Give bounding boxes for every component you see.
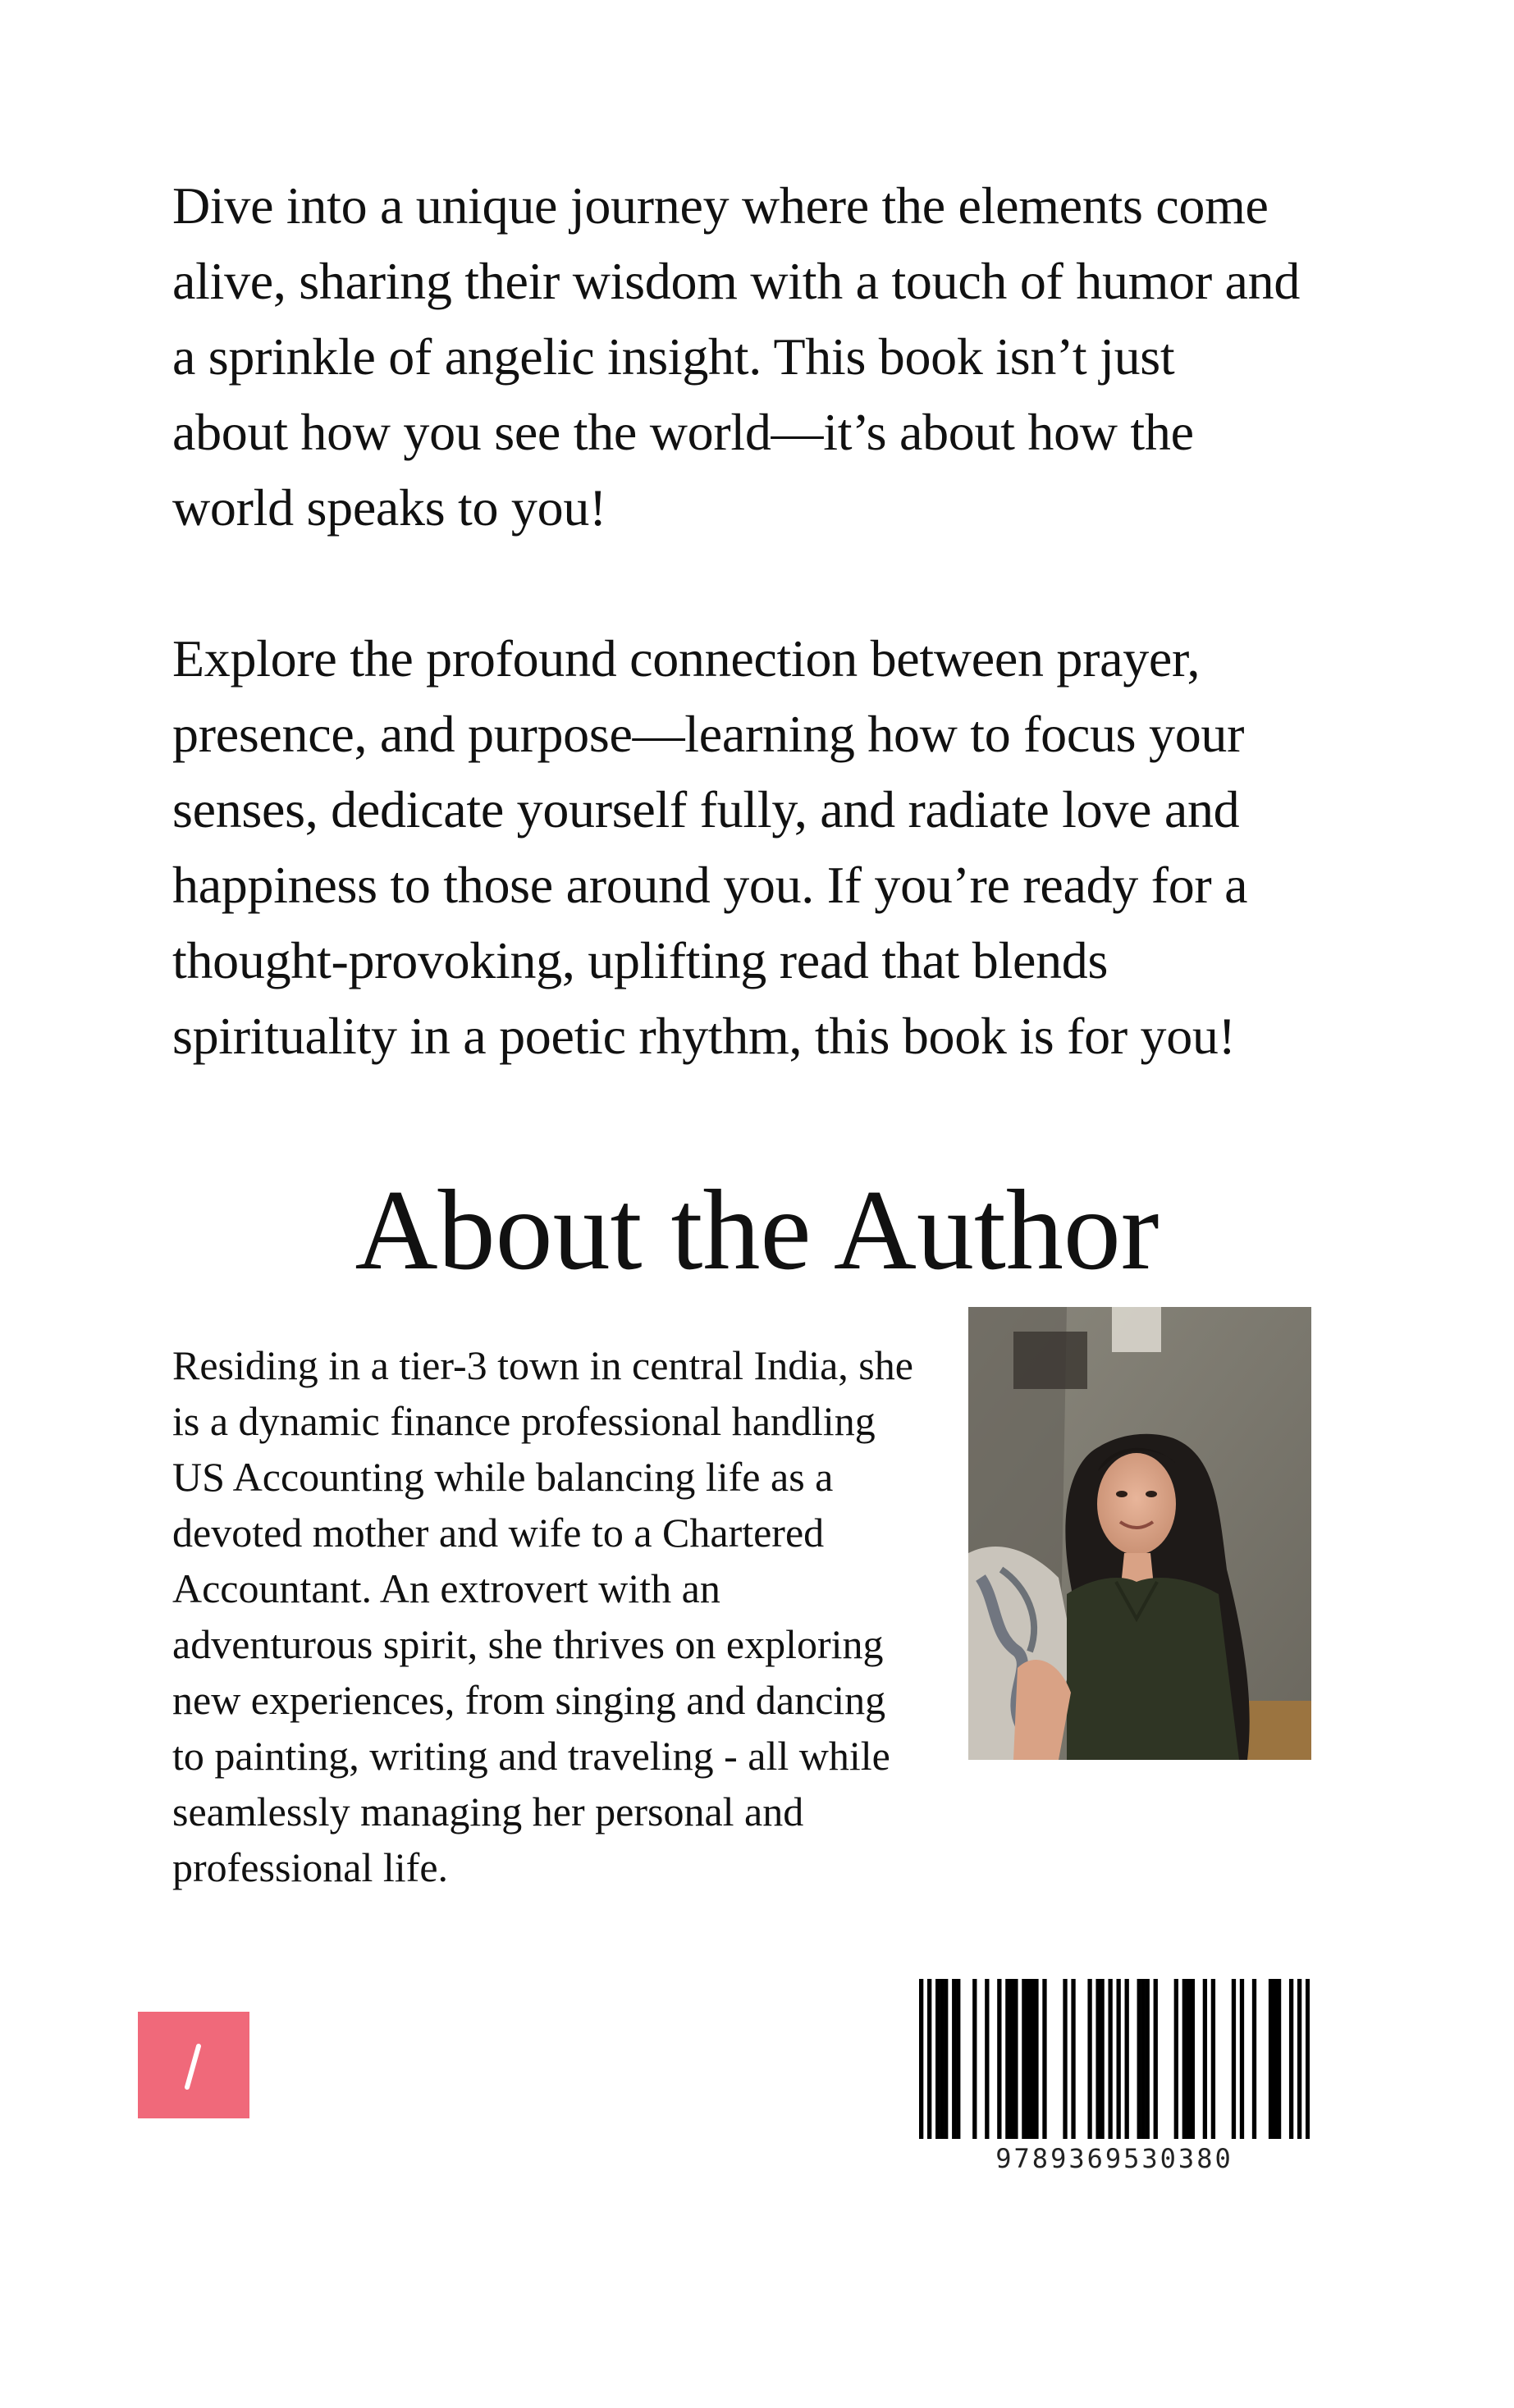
about-author-heading: About the Author [354,1167,1160,1294]
blurb-paragraph-1 [172,168,1387,546]
barcode-bar [1141,1979,1146,2139]
publisher-logo [138,2012,249,2118]
barcode-bar [1030,1979,1034,2139]
barcode-bar [927,1979,931,2139]
barcode-bar [1211,1979,1215,2139]
isbn-number: 9789369530380 [995,2143,1233,2174]
barcode-bar [1269,1979,1273,2139]
barcode-bar [1063,1979,1067,2139]
barcode-bar [1240,1979,1244,2139]
barcode-bar [1154,1979,1158,2139]
author-photo [968,1307,1311,1760]
blurb-line: world speaks to you! [172,478,607,537]
barcode-bar [1232,1979,1236,2139]
bio-line: professional life. [172,1844,449,1890]
barcode-bar [1203,1979,1207,2139]
barcode-bar [1100,1979,1104,2139]
blurb-line: presence, and purpose—learning how to focus your [172,705,1245,763]
barcode-bar [1125,1979,1129,2139]
bio-line: to painting, writing and traveling - all while [172,1733,890,1779]
bio-line: new experiences, from singing and dancing [172,1677,886,1723]
barcode-bar [1108,1979,1112,2139]
blurb-line: about how you see the world—it’s about how the [172,403,1194,461]
barcode-bar [1306,1979,1310,2139]
barcode-bar [985,1979,989,2139]
barcode-bar [1187,1979,1191,2139]
blurb-line: spirituality in a poetic rhythm, this book is for you! [172,1007,1236,1065]
bio-line: US Accounting while balancing life as a [172,1454,834,1500]
barcode-bar [1277,1979,1281,2139]
barcode-bar [1022,1979,1026,2139]
barcode-bar [1252,1979,1256,2139]
barcode-bar [1009,1979,1013,2139]
barcode-bar [1174,1979,1178,2139]
blurb-line: Explore the profound connection between prayer, [172,629,1201,688]
barcode-bar [935,1979,940,2139]
barcode-bar [1273,1979,1277,2139]
author-bio [172,1337,960,1895]
blurb-line: happiness to those around you. If you’re ready for a [172,856,1248,914]
isbn-barcode [919,1979,1310,2139]
blurb-line: a sprinkle of angelic insight. This book isn’t just [172,327,1175,386]
bio-line: devoted mother and wife to a Chartered [172,1510,825,1556]
blurb-line: alive, sharing their wisdom with a touch of humor and [172,252,1301,310]
barcode-bar [919,1979,923,2139]
barcode-bar [940,1979,944,2139]
barcode-bar [1042,1979,1046,2139]
barcode-bar [952,1979,956,2139]
barcode-bar [1071,1979,1075,2139]
barcode-bar [1289,1979,1293,2139]
barcode-bar [1297,1979,1301,2139]
barcode-bar [1005,1979,1009,2139]
barcode-bar [1137,1979,1141,2139]
bio-line: Residing in a tier-3 town in central India, she [172,1342,913,1388]
barcode-bar [972,1979,977,2139]
barcode-bar [956,1979,960,2139]
blurb-line: thought-provoking, uplifting read that blends [172,931,1109,989]
barcode-bar [944,1979,948,2139]
barcode-bar [1095,1979,1100,2139]
blurb-paragraph-2 [172,621,1387,1074]
bio-line: adventurous spirit, she thrives on exploring [172,1621,884,1667]
bio-line: Accountant. An extrovert with an [172,1565,720,1611]
barcode-bar [1087,1979,1091,2139]
barcode-bar [997,1979,1001,2139]
bio-line: is a dynamic finance professional handling [172,1398,876,1444]
bio-line: seamlessly managing her personal and [172,1789,804,1835]
barcode-bar [1026,1979,1030,2139]
barcode-bar [1182,1979,1187,2139]
barcode-bar [1146,1979,1150,2139]
blurb-line: senses, dedicate yourself fully, and radiate love and [172,780,1240,838]
back-cover-blurb [172,168,1387,1074]
barcode-bar [1013,1979,1018,2139]
barcode-bar [1034,1979,1038,2139]
barcode-bar [1191,1979,1195,2139]
barcode-bar [1117,1979,1121,2139]
blurb-line: Dive into a unique journey where the elements come [172,176,1269,235]
